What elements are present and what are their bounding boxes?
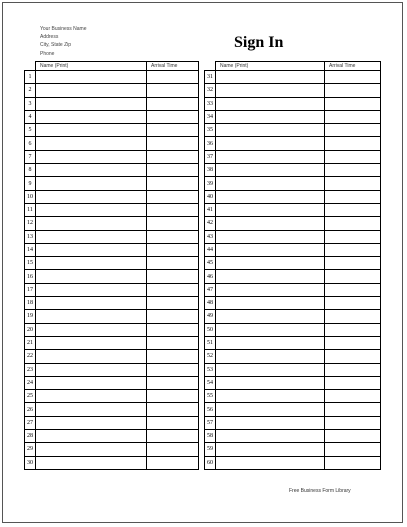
row-number: 58 [205, 430, 216, 443]
name-cell[interactable] [36, 243, 147, 256]
arrival-time-cell[interactable] [325, 110, 381, 123]
row-number: 25 [25, 390, 36, 403]
arrival-column-header: Arrival Time [147, 62, 199, 71]
table-row [25, 203, 199, 216]
table-row [205, 150, 381, 163]
arrival-time-cell[interactable] [147, 403, 199, 416]
name-cell[interactable] [216, 243, 325, 256]
row-number: 17 [25, 283, 36, 296]
table-row [25, 363, 199, 376]
row-number: 14 [25, 243, 36, 256]
table-row [25, 270, 199, 283]
table-row [205, 376, 381, 389]
arrival-time-cell[interactable] [325, 270, 381, 283]
arrival-time-cell[interactable] [325, 363, 381, 376]
arrival-time-cell[interactable] [147, 124, 199, 137]
table-row [25, 443, 199, 456]
row-number: 32 [205, 84, 216, 97]
table-row [25, 323, 199, 336]
table-row [25, 124, 199, 137]
company-phone: Phone [40, 51, 55, 57]
row-number: 31 [205, 71, 216, 84]
row-number: 10 [25, 190, 36, 203]
table-row [205, 203, 381, 216]
arrival-time-cell[interactable] [325, 190, 381, 203]
name-column-header: Name (Print) [36, 62, 147, 71]
table-row [205, 164, 381, 177]
arrival-time-cell[interactable] [147, 310, 199, 323]
name-cell[interactable] [216, 283, 325, 296]
table-row [205, 336, 381, 349]
name-cell[interactable] [36, 230, 147, 243]
name-cell[interactable] [36, 84, 147, 97]
footer-credit: Free Business Form Library [289, 488, 351, 494]
row-number: 57 [205, 416, 216, 429]
arrival-time-cell[interactable] [147, 164, 199, 177]
table-row [205, 350, 381, 363]
arrival-time-cell[interactable] [325, 323, 381, 336]
row-number: 49 [205, 310, 216, 323]
row-number: 45 [205, 257, 216, 270]
row-number: 1 [25, 71, 36, 84]
name-cell[interactable] [216, 363, 325, 376]
arrival-time-cell[interactable] [147, 443, 199, 456]
name-cell[interactable] [36, 270, 147, 283]
table-row [205, 177, 381, 190]
name-cell[interactable] [216, 390, 325, 403]
row-number: 18 [25, 297, 36, 310]
row-number: 21 [25, 336, 36, 349]
row-number: 36 [205, 137, 216, 150]
arrival-time-cell[interactable] [325, 350, 381, 363]
row-number: 60 [205, 456, 216, 469]
row-number: 9 [25, 177, 36, 190]
row-number: 30 [25, 456, 36, 469]
name-cell[interactable] [36, 217, 147, 230]
name-cell[interactable] [36, 203, 147, 216]
arrival-time-cell[interactable] [325, 164, 381, 177]
table-row [205, 84, 381, 97]
name-cell[interactable] [216, 110, 325, 123]
arrival-time-cell[interactable] [147, 110, 199, 123]
row-number: 50 [205, 323, 216, 336]
name-cell[interactable] [216, 137, 325, 150]
row-number: 23 [25, 363, 36, 376]
row-number: 19 [25, 310, 36, 323]
row-number: 47 [205, 283, 216, 296]
name-cell[interactable] [216, 416, 325, 429]
name-cell[interactable] [36, 177, 147, 190]
table-row [205, 230, 381, 243]
row-number: 15 [25, 257, 36, 270]
name-cell[interactable] [36, 310, 147, 323]
table-row [205, 416, 381, 429]
row-number: 44 [205, 243, 216, 256]
arrival-time-cell[interactable] [325, 336, 381, 349]
name-cell[interactable] [216, 164, 325, 177]
table-row [25, 297, 199, 310]
name-cell[interactable] [36, 124, 147, 137]
name-cell[interactable] [36, 376, 147, 389]
table-row [25, 350, 199, 363]
row-number: 27 [25, 416, 36, 429]
table-row [205, 456, 381, 469]
name-cell[interactable] [36, 416, 147, 429]
arrival-time-cell[interactable] [325, 71, 381, 84]
name-cell[interactable] [216, 230, 325, 243]
name-cell[interactable] [216, 150, 325, 163]
row-number: 35 [205, 124, 216, 137]
name-cell[interactable] [36, 363, 147, 376]
arrival-time-cell[interactable] [325, 84, 381, 97]
arrival-time-cell[interactable] [325, 376, 381, 389]
table-row [25, 310, 199, 323]
table-row [205, 283, 381, 296]
table-row [25, 456, 199, 469]
table-row [25, 403, 199, 416]
name-column-header: Name (Print) [216, 62, 325, 71]
arrival-time-cell[interactable] [325, 443, 381, 456]
row-number: 13 [25, 230, 36, 243]
row-number: 2 [25, 84, 36, 97]
row-number: 46 [205, 270, 216, 283]
table-row [25, 84, 199, 97]
name-cell[interactable] [216, 403, 325, 416]
arrival-time-cell[interactable] [147, 270, 199, 283]
arrival-time-cell[interactable] [325, 230, 381, 243]
name-cell[interactable] [216, 97, 325, 110]
arrival-time-cell[interactable] [325, 177, 381, 190]
arrival-time-cell[interactable] [325, 124, 381, 137]
row-number: 41 [205, 203, 216, 216]
name-cell[interactable] [36, 110, 147, 123]
name-cell[interactable] [36, 71, 147, 84]
name-cell[interactable] [36, 137, 147, 150]
row-number: 5 [25, 124, 36, 137]
table-row [25, 150, 199, 163]
company-name: Your Business Name [40, 26, 87, 32]
table-row [25, 283, 199, 296]
arrival-time-cell[interactable] [325, 243, 381, 256]
table-row [25, 177, 199, 190]
row-number: 8 [25, 164, 36, 177]
arrival-time-cell[interactable] [325, 390, 381, 403]
table-row [205, 124, 381, 137]
arrival-time-cell[interactable] [147, 257, 199, 270]
name-cell[interactable] [36, 430, 147, 443]
name-cell[interactable] [216, 177, 325, 190]
arrival-time-cell[interactable] [325, 203, 381, 216]
arrival-time-cell[interactable] [147, 456, 199, 469]
table-row [25, 190, 199, 203]
row-number: 29 [25, 443, 36, 456]
name-cell[interactable] [216, 217, 325, 230]
company-city-state: City, State Zip [40, 42, 72, 48]
row-number: 42 [205, 217, 216, 230]
arrival-time-cell[interactable] [147, 217, 199, 230]
row-number: 43 [205, 230, 216, 243]
table-row [25, 97, 199, 110]
arrival-time-cell[interactable] [147, 363, 199, 376]
arrival-time-cell[interactable] [147, 336, 199, 349]
arrival-time-cell[interactable] [147, 376, 199, 389]
name-cell[interactable] [36, 257, 147, 270]
name-cell[interactable] [36, 297, 147, 310]
arrival-time-cell[interactable] [147, 430, 199, 443]
table-row [25, 416, 199, 429]
arrival-time-cell[interactable] [147, 323, 199, 336]
number-column-header [25, 62, 36, 71]
table-row [205, 430, 381, 443]
table-row [205, 257, 381, 270]
name-cell[interactable] [36, 403, 147, 416]
table-row [205, 110, 381, 123]
row-number: 53 [205, 363, 216, 376]
name-cell[interactable] [216, 350, 325, 363]
name-cell[interactable] [36, 283, 147, 296]
row-number: 4 [25, 110, 36, 123]
number-column-header [205, 62, 216, 71]
name-cell[interactable] [216, 336, 325, 349]
name-cell[interactable] [36, 390, 147, 403]
name-cell[interactable] [216, 190, 325, 203]
arrival-time-cell[interactable] [325, 137, 381, 150]
arrival-time-cell[interactable] [325, 456, 381, 469]
table-row [205, 310, 381, 323]
table-row [25, 164, 199, 177]
row-number: 48 [205, 297, 216, 310]
name-cell[interactable] [216, 257, 325, 270]
arrival-time-cell[interactable] [325, 403, 381, 416]
arrival-time-cell[interactable] [147, 230, 199, 243]
row-number: 20 [25, 323, 36, 336]
arrival-time-cell[interactable] [325, 283, 381, 296]
name-cell[interactable] [216, 203, 325, 216]
arrival-time-cell[interactable] [147, 177, 199, 190]
table-row [205, 443, 381, 456]
table-row [25, 71, 199, 84]
arrival-time-cell[interactable] [147, 390, 199, 403]
row-number: 28 [25, 430, 36, 443]
table-row [205, 323, 381, 336]
name-cell[interactable] [36, 150, 147, 163]
row-number: 38 [205, 164, 216, 177]
row-number: 39 [205, 177, 216, 190]
name-cell[interactable] [216, 71, 325, 84]
row-number: 51 [205, 336, 216, 349]
row-number: 55 [205, 390, 216, 403]
row-number: 40 [205, 190, 216, 203]
row-number: 54 [205, 376, 216, 389]
name-cell[interactable] [216, 323, 325, 336]
table-row [25, 336, 199, 349]
row-number: 26 [25, 403, 36, 416]
name-cell[interactable] [36, 190, 147, 203]
arrival-column-header: Arrival Time [325, 62, 381, 71]
name-cell[interactable] [216, 310, 325, 323]
table-row [205, 270, 381, 283]
name-cell[interactable] [216, 443, 325, 456]
table-row [205, 217, 381, 230]
row-number: 52 [205, 350, 216, 363]
table-row [205, 190, 381, 203]
arrival-time-cell[interactable] [147, 350, 199, 363]
arrival-time-cell[interactable] [325, 310, 381, 323]
table-row [25, 243, 199, 256]
row-number: 16 [25, 270, 36, 283]
name-cell[interactable] [216, 430, 325, 443]
row-number: 33 [205, 97, 216, 110]
page-title: Sign In [234, 34, 284, 51]
table-row [25, 217, 199, 230]
name-cell[interactable] [36, 456, 147, 469]
table-row [205, 297, 381, 310]
name-cell[interactable] [36, 323, 147, 336]
name-cell[interactable] [216, 376, 325, 389]
table-row [25, 430, 199, 443]
row-number: 7 [25, 150, 36, 163]
table-row [25, 257, 199, 270]
name-cell[interactable] [216, 297, 325, 310]
row-number: 3 [25, 97, 36, 110]
table-row [205, 243, 381, 256]
arrival-time-cell[interactable] [147, 71, 199, 84]
arrival-time-cell[interactable] [147, 84, 199, 97]
table-row [205, 137, 381, 150]
arrival-time-cell[interactable] [325, 297, 381, 310]
row-number: 22 [25, 350, 36, 363]
sign-in-table-left [24, 61, 199, 470]
table-row [25, 137, 199, 150]
name-cell[interactable] [36, 336, 147, 349]
table-row [205, 97, 381, 110]
arrival-time-cell[interactable] [147, 283, 199, 296]
table-row [205, 390, 381, 403]
arrival-time-cell[interactable] [325, 430, 381, 443]
table-row [205, 363, 381, 376]
row-number: 11 [25, 203, 36, 216]
arrival-time-cell[interactable] [325, 217, 381, 230]
arrival-time-cell[interactable] [325, 97, 381, 110]
arrival-time-cell[interactable] [147, 97, 199, 110]
row-number: 37 [205, 150, 216, 163]
arrival-time-cell[interactable] [325, 416, 381, 429]
name-cell[interactable] [216, 124, 325, 137]
arrival-time-cell[interactable] [147, 243, 199, 256]
name-cell[interactable] [36, 164, 147, 177]
table-row [25, 390, 199, 403]
row-number: 12 [25, 217, 36, 230]
company-address: Address [40, 34, 59, 40]
name-cell[interactable] [216, 456, 325, 469]
table-row [205, 403, 381, 416]
row-number: 34 [205, 110, 216, 123]
sign-in-table-right [204, 61, 381, 470]
arrival-time-cell[interactable] [147, 297, 199, 310]
arrival-time-cell[interactable] [147, 137, 199, 150]
table-row [25, 376, 199, 389]
row-number: 56 [205, 403, 216, 416]
table-row [25, 230, 199, 243]
name-cell[interactable] [216, 270, 325, 283]
arrival-time-cell[interactable] [325, 257, 381, 270]
arrival-time-cell[interactable] [325, 150, 381, 163]
name-cell[interactable] [36, 97, 147, 110]
name-cell[interactable] [36, 350, 147, 363]
table-row [25, 110, 199, 123]
arrival-time-cell[interactable] [147, 203, 199, 216]
arrival-time-cell[interactable] [147, 190, 199, 203]
row-number: 59 [205, 443, 216, 456]
table-row [205, 71, 381, 84]
name-cell[interactable] [36, 443, 147, 456]
row-number: 6 [25, 137, 36, 150]
row-number: 24 [25, 376, 36, 389]
arrival-time-cell[interactable] [147, 416, 199, 429]
arrival-time-cell[interactable] [147, 150, 199, 163]
name-cell[interactable] [216, 84, 325, 97]
